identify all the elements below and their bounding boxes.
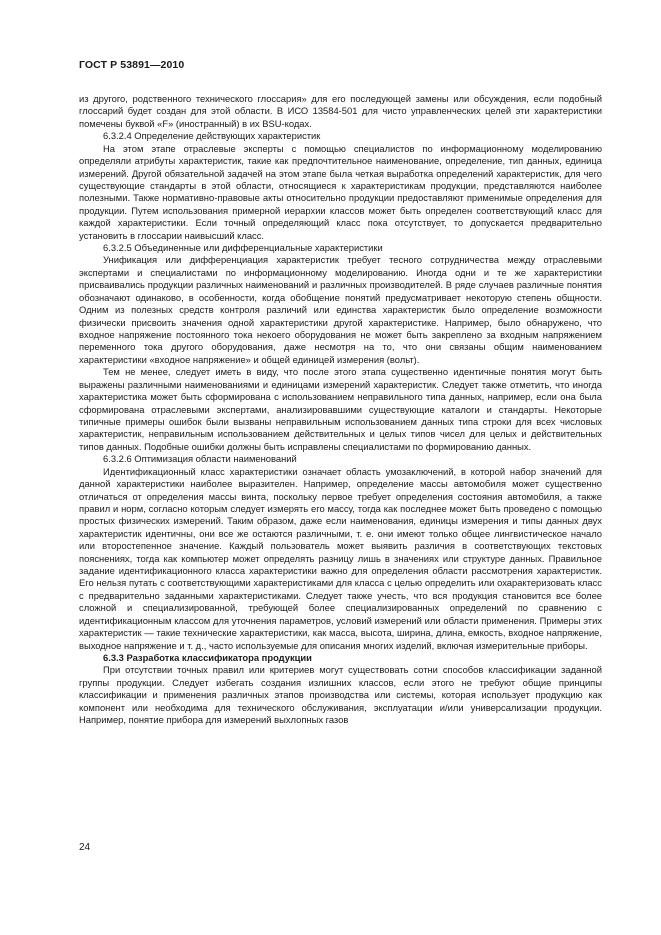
section-heading-6-3-3: 6.3.3 Разработка классификатора продукции [103, 651, 312, 663]
section-heading-6-3-2-5: 6.3.2.5 Объединенные или дифференциальные характеристики [103, 242, 383, 254]
section-heading-6-3-2-4: 6.3.2.4 Определение действующих характеристик [103, 130, 321, 142]
paragraph: Идентификационный класс характеристики означает область умозаключений, в которой набор значений для данной характеристики наиболее выразителен. Например, определение массы автомобиля может существенно отличаться от определения массы винта, поскольку первое требует определения состояния автомобиля, а также правил и норм, согласно которым следует измерять его массу, тогда как последнее может быть проведено с помощью простых физических измерений. Таким образом, даже если наименования, единицы измерения и типы данных двух характеристик идентичны, они все же остаются различными, т. е. они имеют только общее лингвистическое начало или второстепенное значение. Каждый пользователь может выявить различия в соответствующих текстовых пояснениях, тогда как компьютер может определять разницу лишь в значениях или структуре данных. Правильное задание идентификационного класса характеристики важно для определения области рассмотрения характеристик. Его нельзя путать с соответствующими характеристиками для класса с целью определить или охарактеризовать класс с предварительно заданными характеристиками. Следует также учесть, что вся продукция становится все более сложной и специализированной, требующей более специализированных определений по сравнению с идентификационным классом для уточнения параметров, условий измерений или области применения. Примеры этих характеристик — такие технические характеристики, как масса, высота, ширина, длина, емкость, входное напряжение, выходное напряжение и т. д., часто используемые для описания многих изделий, включая измерительные приборы. [79, 465, 602, 651]
page-number: 24 [79, 842, 91, 853]
paragraph: На этом этапе отраслевые эксперты с помощью специалистов по информационному моделированию определяли атрибуты характеристик, такие как предпочтительное наименование, определение, тип данных, единица измерений. Другой обязательной задачей на этом этапе была четкая выработка определений характеристик, для чего существующие стандарты в этой области, относящиеся к характеристикам продукции, представляются наиболее полезными. Также нормативно-правовые акты относительно продукции предоставляют применимые определения для продукции. Путем использования примерной иерархии классов может быть определен соответствующий класс для каждой характеристики. Если точный определяющий класс пока отсутствует, то допускается предварительно установить в глоссарии наивысший класс. [79, 142, 602, 241]
paragraph-continuation: из другого, родственного технического глоссария» для его последующей замены или обсуждения, если подобный глоссарий будет создан для этой области. В ИСО 13584-501 для чисто управленческих целей эти характеристики помечены буквой «F» (иностранный) в их BSU-кодах. [79, 93, 602, 129]
document-body [79, 93, 602, 727]
paragraph: Тем не менее, следует иметь в виду, что после этого этапа существенно идентичные понятия могут быть выражены различными наименованиями и единицами измерений характеристик. Следует также отметить, что иногда характеристика может быть сформирована с использованием неправильного типа данных, например, если она была сформирована отраслевыми экспертами, анализировавшими существующие каталоги и стандарты. Некоторые типичные примеры ошибок были вызваны неправильным использованием данных типа строки для всех числовых характеристик, неправильным использованием действительных и целых типов чисел для целых и действительных типов данных. Подобные ошибки должны быть исправлены специалистами по формированию данных. [79, 366, 602, 452]
paragraph: При отсутствии точных правил или критериев могут существовать сотни способов классификации заданной группы продукции. Следует избегать создания излишних классов, если этого не требуют общие принципы классификации и применения различных этапов производства или системы, которая использует продукцию как компонент или необходима для технического обслуживания, эксплуатации и/или универсализации продукции. Например, понятие прибора для измерений выхлопных газов [79, 664, 602, 726]
section-heading-6-3-2-6: 6.3.2.6 Оптимизация области наименований [103, 453, 297, 465]
document-header: ГОСТ Р 53891—2010 [79, 59, 185, 71]
paragraph: Унификация или дифференциация характеристик требует тесного сотрудничества между отраслевыми экспертами и специалистами по информационному моделированию. Иногда одни и те же характеристики присваивались продукции различных наименований и различных производителей. В ряде случаев различные понятия обозначают одинаково, в особенности, когда обобщение понятий предусматривает некоторую степень общности. Одним из полезных средств контроля различий или единства характеристик было определение возможности физически присвоить значения одной характеристики другой характеристике. Например, было обнаружено, что входное напряжение постоянного тока некоего оборудования не может быть закреплено за входным напряжением переменного тока другого оборудования, даже несмотря на то, что они связаны общим наименованием характеристики «входное напряжение» и общей единицей измерения (вольт). [79, 254, 602, 365]
